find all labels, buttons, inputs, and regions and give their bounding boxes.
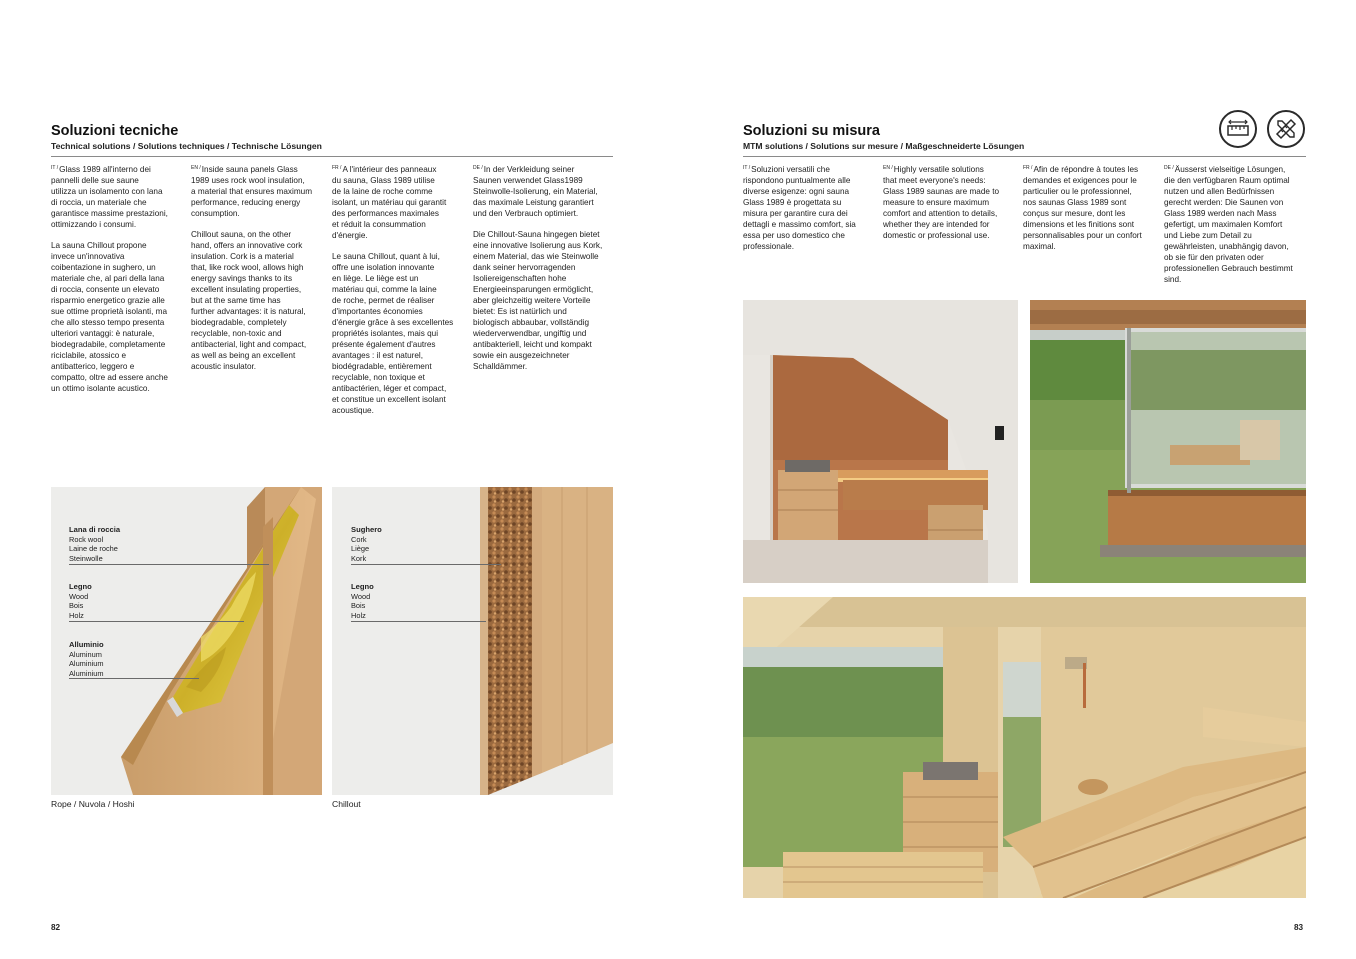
right-col-it: $^{IT /}$Soluzioni versatili che rispondono puntualmente alle diverse esigenze: ogni sauna Glass 1989 è progettata su misura per garantire cura dei dettagli e massimo comfort, sia essa per uso domestico che professionale. bbox=[743, 165, 856, 251]
lang-tag-en: EN / bbox=[191, 165, 201, 171]
lang-tag-fr: FR / bbox=[332, 165, 342, 171]
pencil-ruler-icon bbox=[1267, 110, 1305, 148]
photo-glass-sauna-exterior bbox=[1030, 300, 1306, 583]
leader-rock-wool bbox=[69, 564, 269, 565]
right-title-rule bbox=[743, 156, 1306, 157]
label-wood-chillout: Legno Wood Bois Holz bbox=[351, 582, 374, 620]
page-number-right: 83 bbox=[1294, 923, 1304, 932]
lang-tag-de: DE / bbox=[473, 165, 483, 171]
right-page-title: Soluzioni su misura bbox=[743, 123, 880, 139]
label-cork: Sughero Cork Liège Kork bbox=[351, 525, 382, 563]
right-page-subtitle: MTM solutions / Solutions sur mesure / Maßgeschneiderte Lösungen bbox=[743, 141, 1025, 151]
left-page-subtitle: Technical solutions / Solutions techniques / Technische Lösungen bbox=[51, 141, 322, 151]
leader-wood-chillout bbox=[351, 621, 486, 622]
left-col-it: $^{IT /}$Glass 1989 all'interno dei pannelli delle sue saune utilizza un isolamento con lana di roccia, un materiale che garantisce massime prestazioni, ottimizzando i consumi. La sauna Chillout propone invece un'innovativa coibentazione in sughero, un materiale che, al pari della lana di roccia, consente un elevato risparmio energetico grazie alle sue ottime proprietà isolanti, ma che allo stesso tempo presenta ulteriori vantaggi: è naturale, biodegradabile, completamente riciclabile, atossico e antibatterico, leggero e compatto, oltre ad essere anche un ottimo isolante acustico. bbox=[51, 165, 168, 393]
caption-rock-wool: Rope / Nuvola / Hoshi bbox=[51, 799, 135, 809]
left-title-rule bbox=[51, 156, 613, 157]
lang-tag-it: IT / bbox=[51, 165, 59, 171]
left-col-en: $^{EN /}$Inside sauna panels Glass 1989 uses rock wool insulation, a material that ensures maximum performance, reducing energy consumption. Chillout sauna, on the other hand, offers an innovative cork insulation. Cork is a material that, like rock wool, allows high energy savings thanks to its excellent insulating properties, but at the same time has further advantages: it is natural, biodegradable, completely recyclable, non-toxic and antibacterial, light and compact, as well as being an excellent acoustic insulator. bbox=[191, 165, 313, 371]
left-page-title: Soluzioni tecniche bbox=[51, 123, 179, 139]
photo-attic-sauna bbox=[743, 300, 1018, 583]
page-number-left: 82 bbox=[51, 923, 61, 932]
lang-tag-de-right: DE / bbox=[1164, 165, 1174, 171]
lang-tag-en-right: EN / bbox=[883, 165, 893, 171]
right-col-en: $^{EN /}$Highly versatile solutions that meet everyone's needs: Glass 1989 saunas are made to measure to ensure maximum comfort and attention to details, whether they are intended for domestic or professional use. bbox=[883, 165, 1000, 240]
photo-sauna-interior bbox=[743, 597, 1306, 898]
label-aluminium: Alluminio Aluminum Aluminium Aluminium bbox=[69, 640, 104, 678]
caption-chillout: Chillout bbox=[332, 799, 361, 809]
rock-wool-panel-diagram bbox=[51, 487, 322, 795]
ruler-measure-icon bbox=[1219, 110, 1257, 148]
right-col-fr: $^{FR /}$Afin de répondre à toutes les demandes et exigences pour le particulier ou le professionnel, nos saunas Glass 1989 sont conçus sur mesure, dont les dimensions et les finitions sont personnalisables pour un confort maximal. bbox=[1023, 165, 1142, 251]
label-rock-wool: Lana di roccia Rock wool Laine de roche Steinwolle bbox=[69, 525, 121, 563]
lang-tag-it-right: IT / bbox=[743, 165, 751, 171]
leader-wood bbox=[69, 621, 244, 622]
left-col-de: $^{DE /}$In der Verkleidung seiner Saunen verwendet Glass1989 Steinwolle-Isolierung, ein Material, das maximale Leistung garantiert und den Verbrauch optimiert. Die Chillout-Sauna hingegen bietet eine innovative Isolierung aus Kork, einem Material, das wie Steinwolle dank seiner hervorragenden Isoliereigenschaften hohe Energieeinsparungen ermöglicht, aber gleichzeitig weitere Vorteile bietet: Es ist natürlich und biologisch abbaubar, vollständig wiederverwendbar, ungiftig und antibakteriell, leicht und kompakt sowie ein ausgezeichneter Schalldämmer. bbox=[473, 165, 603, 371]
leader-cork bbox=[351, 564, 501, 565]
label-wood: Legno Wood Bois Holz bbox=[69, 582, 92, 620]
leader-aluminium bbox=[69, 678, 199, 679]
right-col-de: $^{DE /}$Äusserst vielseitige Lösungen, die den verfügbaren Raum optimal nutzen und allen Bedürfnissen gerecht werden: Die Saunen von Glass 1989 werden nach Mass gefertigt, um maximalen Komfort und Liebe zum Detail zu gewährleisten, unabhängig davon, ob sie für den privaten oder professionellen Gebrauch bestimmt sind. bbox=[1164, 165, 1293, 284]
left-col-fr: $^{FR /}$A l'intérieur des panneaux du sauna, Glass 1989 utilise de la laine de roche comme isolant, un matériau qui garantit des performances maximales et réduit la consummation d'énergie. Le sauna Chillout, quant à lui, offre une isolation innovante en liège. Le liège est un matériau qui, comme la laine de roche, permet de réaliser d'importantes économies d'énergie grâce à ses excellentes propriétés isolantes, mais qui présente également d'autres avantages : il est naturel, biodégradable, entièrement recyclable, non toxique et antibactérien, léger et compact, et constitue un excellent isolant acoustique. bbox=[332, 165, 454, 415]
cork-panel-diagram bbox=[332, 487, 613, 795]
lang-tag-fr-right: FR / bbox=[1023, 165, 1033, 171]
